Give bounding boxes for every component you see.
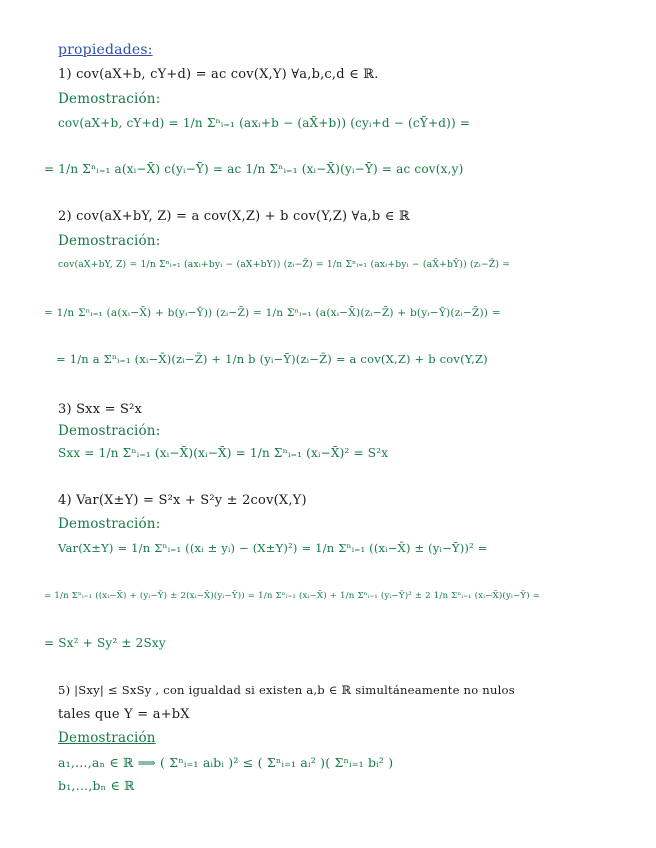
- property-1-proof-line: cov(aX+b, cY+d) = 1/n Σⁿᵢ₌₁ (axᵢ+b − (aX̄+b)) (cyᵢ+d − (cȲ+d)) =: [58, 116, 471, 130]
- property-2-proof-line: cov(aX+bY, Z) = 1/n Σⁿᵢ₌₁ (axᵢ+byᵢ − (aX+bY)) (zᵢ−Z̄) = 1/n Σⁿᵢ₌₁ (axᵢ+byᵢ − (aX̄+bȲ)) (zᵢ−Z̄) =: [58, 259, 511, 270]
- property-4-proof-line: = Sx² + Sy² ± 2Sxy: [44, 636, 166, 650]
- property-3-statement: 3) Sxx = S²x: [58, 402, 143, 417]
- property-4-demo-label: Demostración:: [58, 516, 161, 532]
- property-5-demo-label: Demostración: [58, 730, 156, 746]
- property-4-statement: 4) Var(X±Y) = S²x + S²y ± 2cov(X,Y): [58, 493, 307, 508]
- property-3-demo-label: Demostración:: [58, 423, 161, 439]
- property-4-proof-line: Var(X±Y) = 1/n Σⁿᵢ₌₁ ((xᵢ ± yᵢ) − (X±Y)²) = 1/n Σⁿᵢ₌₁ ((xᵢ−X̄) ± (yᵢ−Ȳ))² =: [58, 541, 488, 555]
- property-5-proof-line: a₁,…,aₙ ∈ ℝ ⟹ ( Σⁿᵢ₌₁ aᵢbᵢ )² ≤ ( Σⁿᵢ₌₁ aᵢ² )( Σⁿᵢ₌₁ bᵢ² ): [58, 755, 394, 770]
- property-2-proof-line: = 1/n a Σⁿᵢ₌₁ (xᵢ−X̄)(zᵢ−Z̄) + 1/n b (yᵢ−Ȳ)(zᵢ−Z̄) = a cov(X,Z) + b cov(Y,Z): [56, 352, 488, 366]
- property-1-proof-line: = 1/n Σⁿᵢ₌₁ a(xᵢ−X̄) c(yᵢ−Ȳ) = ac 1/n Σⁿᵢ₌₁ (xᵢ−X̄)(yᵢ−Ȳ) = ac cov(x,y): [44, 162, 464, 176]
- property-5-statement-continued: tales que Y = a+bX: [58, 707, 190, 722]
- property-5-proof-line: b₁,…,bₙ ∈ ℝ: [58, 778, 135, 793]
- property-2-demo-label: Demostración:: [58, 233, 161, 249]
- property-3-proof-line: Sxx = 1/n Σⁿᵢ₌₁ (xᵢ−X̄)(xᵢ−X̄) = 1/n Σⁿᵢ₌₁ (xᵢ−X̄)² = S²x: [58, 446, 389, 460]
- property-1-demo-label: Demostración:: [58, 91, 161, 107]
- property-2-statement: 2) cov(aX+bY, Z) = a cov(X,Z) + b cov(Y,Z) ∀a,b ∈ ℝ: [58, 209, 410, 224]
- property-1-statement: 1) cov(aX+b, cY+d) = ac cov(X,Y) ∀a,b,c,d ∈ ℝ.: [58, 67, 379, 82]
- property-2-proof-line: = 1/n Σⁿᵢ₌₁ (a(xᵢ−X̄) + b(yᵢ−Ȳ)) (zᵢ−Z̄) = 1/n Σⁿᵢ₌₁ (a(xᵢ−X̄)(zᵢ−Z̄) + b(yᵢ−Ȳ)(zᵢ−Z̄)) =: [44, 307, 501, 319]
- property-4-proof-line: = 1/n Σⁿᵢ₌₁ ((xᵢ−X̄) + (yᵢ−Ȳ) ± 2(xᵢ−X̄)(yᵢ−Ȳ)) = 1/n Σⁿᵢ₌₁ (xᵢ−X̄) + 1/n Σⁿᵢ₌₁ (yᵢ−Ȳ)² ± 2 1/n Σⁿᵢ₌₁ (xᵢ−X̄)(yᵢ−Ȳ) =: [44, 591, 541, 601]
- property-5-statement: 5) |Sxy| ≤ SxSy , con igualdad si existen a,b ∈ ℝ simultáneamente no nulos: [58, 683, 515, 697]
- page-title: propiedades:: [58, 42, 153, 58]
